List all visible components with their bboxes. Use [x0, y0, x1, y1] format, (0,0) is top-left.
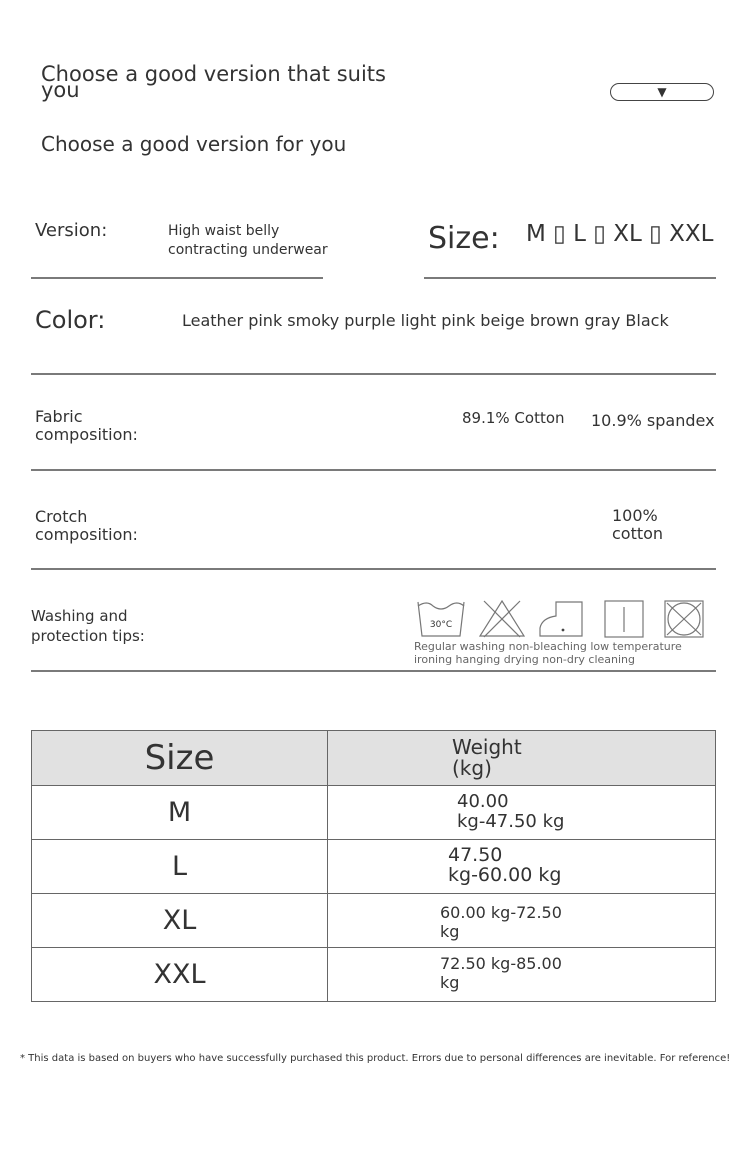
- cell-size: XL: [32, 894, 328, 948]
- low-iron-icon: [540, 602, 582, 636]
- hang-dry-icon: [605, 601, 643, 637]
- cell-weight-line1: 47.50: [448, 844, 503, 866]
- table-row: [32, 894, 716, 948]
- size-options: M ▯ L ▯ XL ▯ XXL: [526, 221, 714, 247]
- care-description-line2: ironing hanging drying non-dry cleaning: [414, 653, 635, 666]
- cell-weight-line1: 40.00: [457, 791, 509, 812]
- care-description: [414, 640, 704, 666]
- fabric-label-line1: Fabric: [35, 407, 83, 426]
- no-bleach-icon: [480, 601, 524, 637]
- color-label: Color:: [35, 306, 106, 334]
- table-row: [32, 840, 716, 894]
- cell-size: L: [32, 840, 328, 894]
- cell-weight-line2: kg-60.00 kg: [448, 864, 562, 886]
- header-weight: [328, 731, 716, 786]
- crotch-label-line1: Crotch: [35, 507, 88, 526]
- fabric-label-line2: composition:: [35, 425, 138, 444]
- size-label: Size:: [428, 221, 500, 256]
- version-label: Version:: [35, 220, 108, 241]
- fabric-value-spandex: 10.9% spandex: [591, 411, 715, 430]
- version-value: [168, 222, 328, 260]
- page-title: Choose a good version that suits you: [41, 62, 386, 102]
- cell-weight: [328, 894, 716, 948]
- wash-30-icon: [418, 602, 464, 636]
- fabric-label: [35, 408, 138, 444]
- footnote: * This data is based on buyers who have successfully purchased this product. Errors due to personal differences are inevitable. For reference!: [20, 1053, 731, 1064]
- page-subtitle: Choose a good version for you: [41, 132, 347, 156]
- size-chart-table: [31, 730, 716, 1002]
- cell-weight-line2: kg: [440, 973, 460, 992]
- table-header-row: [32, 731, 716, 786]
- divider: [31, 469, 716, 471]
- divider: [424, 277, 716, 279]
- divider: [31, 277, 323, 279]
- cell-weight-line1: 72.50 kg-85.00: [440, 954, 562, 973]
- svg-text:30°C: 30°C: [429, 620, 453, 630]
- cell-weight-line2: kg: [440, 922, 460, 941]
- no-dry-clean-icon: [665, 601, 703, 637]
- cell-size: XXL: [32, 948, 328, 1002]
- version-dropdown[interactable]: [610, 83, 714, 101]
- washing-label-line1: Washing and: [31, 607, 128, 625]
- crotch-label-line2: composition:: [35, 525, 138, 544]
- chevron-down-icon: ▼: [657, 85, 667, 99]
- fabric-value-cotton: 89.1% Cotton: [462, 409, 565, 427]
- version-value-line1: High waist belly: [168, 223, 280, 239]
- header-size: Size: [32, 731, 328, 786]
- divider: [31, 670, 716, 672]
- divider: [31, 568, 716, 570]
- crotch-value-line1: 100%: [612, 506, 658, 525]
- cell-size: M: [32, 786, 328, 840]
- cell-weight: [328, 786, 716, 840]
- divider: [31, 373, 716, 375]
- header-weight-line1: Weight: [452, 735, 522, 759]
- crotch-value: [612, 507, 663, 543]
- crotch-label: [35, 508, 138, 544]
- header-weight-line2: (kg): [452, 756, 492, 780]
- care-icons: [414, 598, 714, 642]
- washing-label-line2: protection tips:: [31, 627, 145, 645]
- color-value: Leather pink smoky purple light pink beige brown gray Black: [182, 311, 669, 330]
- washing-label: [31, 606, 145, 646]
- crotch-value-line2: cotton: [612, 524, 664, 543]
- cell-weight: [328, 948, 716, 1002]
- cell-weight-line1: 60.00 kg-72.50: [440, 903, 562, 922]
- version-value-line2: contracting underwear: [168, 242, 328, 258]
- table-row: [32, 948, 716, 1002]
- cell-weight-line2: kg-47.50 kg: [457, 811, 565, 832]
- care-description-line1: Regular washing non-bleaching low temperature: [414, 640, 682, 653]
- table-row: [32, 786, 716, 840]
- cell-weight: [328, 840, 716, 894]
